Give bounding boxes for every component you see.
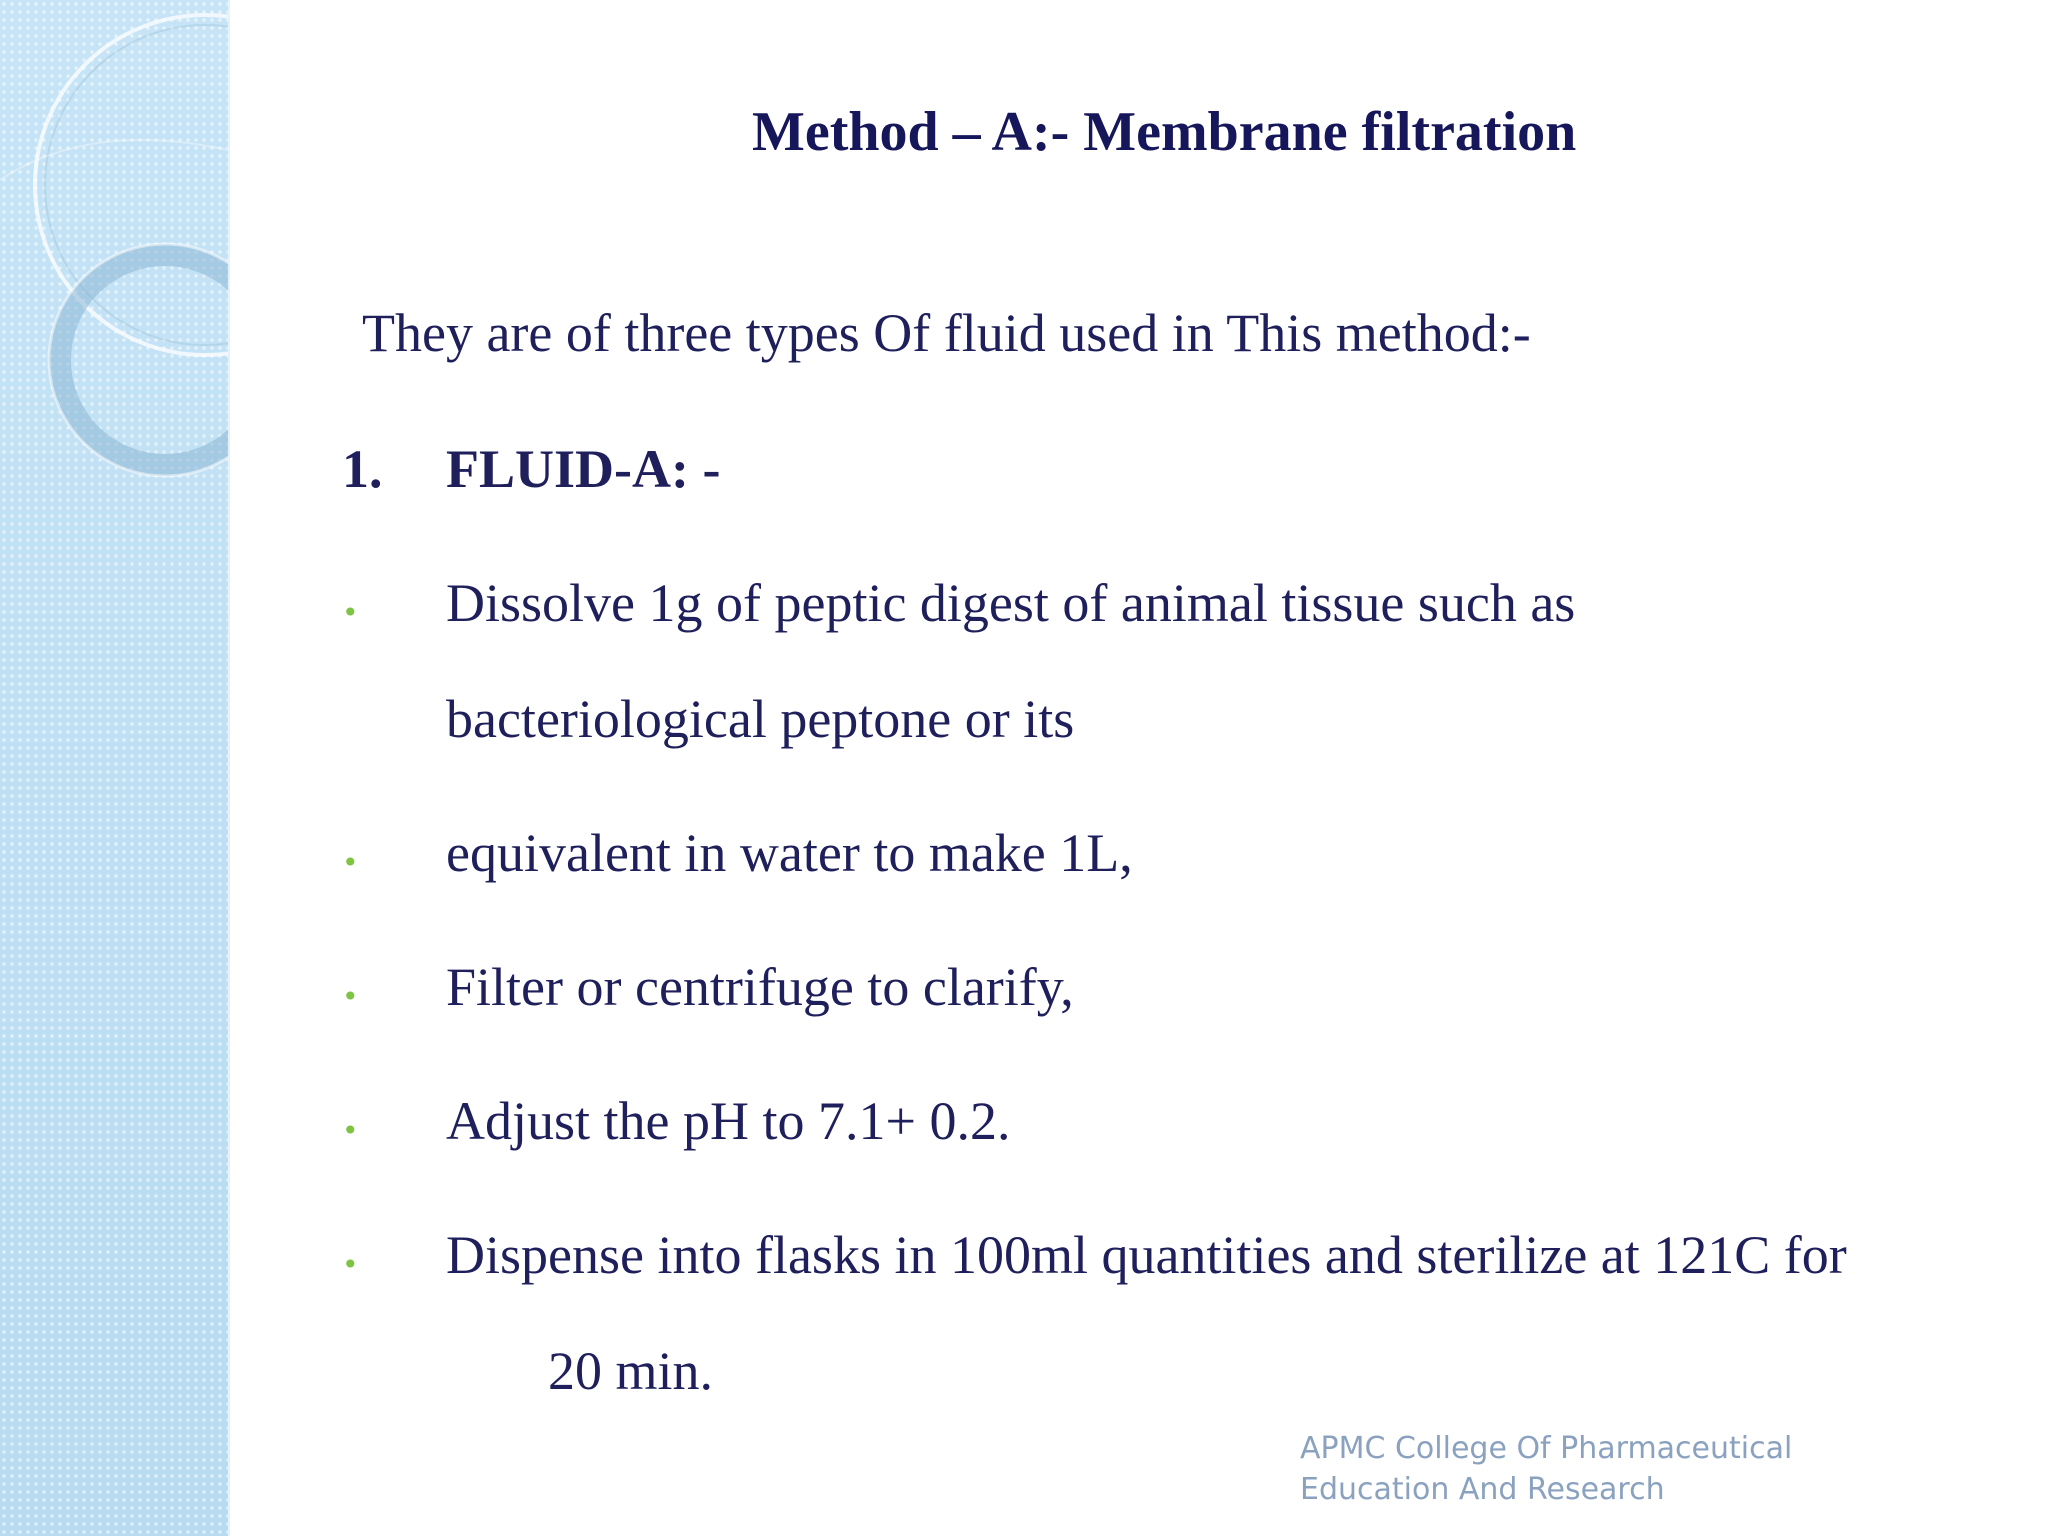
heading-number: 1. <box>342 439 383 499</box>
heading-label: FLUID-A: - <box>446 439 721 499</box>
footer-org-line: APMC College Of Pharmaceutical <box>1300 1431 1793 1466</box>
bullet-continuation: 20 min. <box>548 1341 714 1401</box>
bullet-item <box>342 822 1133 884</box>
bullet-icon: • <box>342 980 359 1013</box>
bullet-icon: • <box>342 1114 359 1147</box>
bullet-text: Filter or centrifuge to clarify, <box>446 957 1074 1017</box>
bullet-text: Dispense into flasks in 100ml quantities and sterilize at 121C for <box>446 1225 1847 1285</box>
bullet-item <box>342 956 1074 1018</box>
decorative-rings <box>0 0 228 520</box>
numbered-heading <box>342 438 720 500</box>
intro-text: They are of three types Of fluid used in This method:- <box>362 303 1531 363</box>
footer-organization <box>1300 1428 1792 1510</box>
bullet-text: equivalent in water to make 1L, <box>446 823 1133 883</box>
side-decor-band <box>0 0 230 1536</box>
bullet-text: Dissolve 1g of peptic digest of animal tissue such as <box>446 573 1576 633</box>
bullet-text: Adjust the pH to 7.1+ 0.2. <box>446 1091 1011 1151</box>
bullet-item <box>342 572 1575 634</box>
bullet-icon: • <box>342 596 359 629</box>
bullet-icon: • <box>342 1248 359 1281</box>
bullet-continuation: bacteriological peptone or its <box>446 689 1075 749</box>
slide-title: Method – A:- Membrane filtration <box>752 101 1577 163</box>
bullet-icon: • <box>342 846 359 879</box>
bullet-item <box>342 1090 1010 1152</box>
footer-org-line: Education And Research <box>1300 1472 1665 1507</box>
bullet-item <box>342 1224 1847 1286</box>
